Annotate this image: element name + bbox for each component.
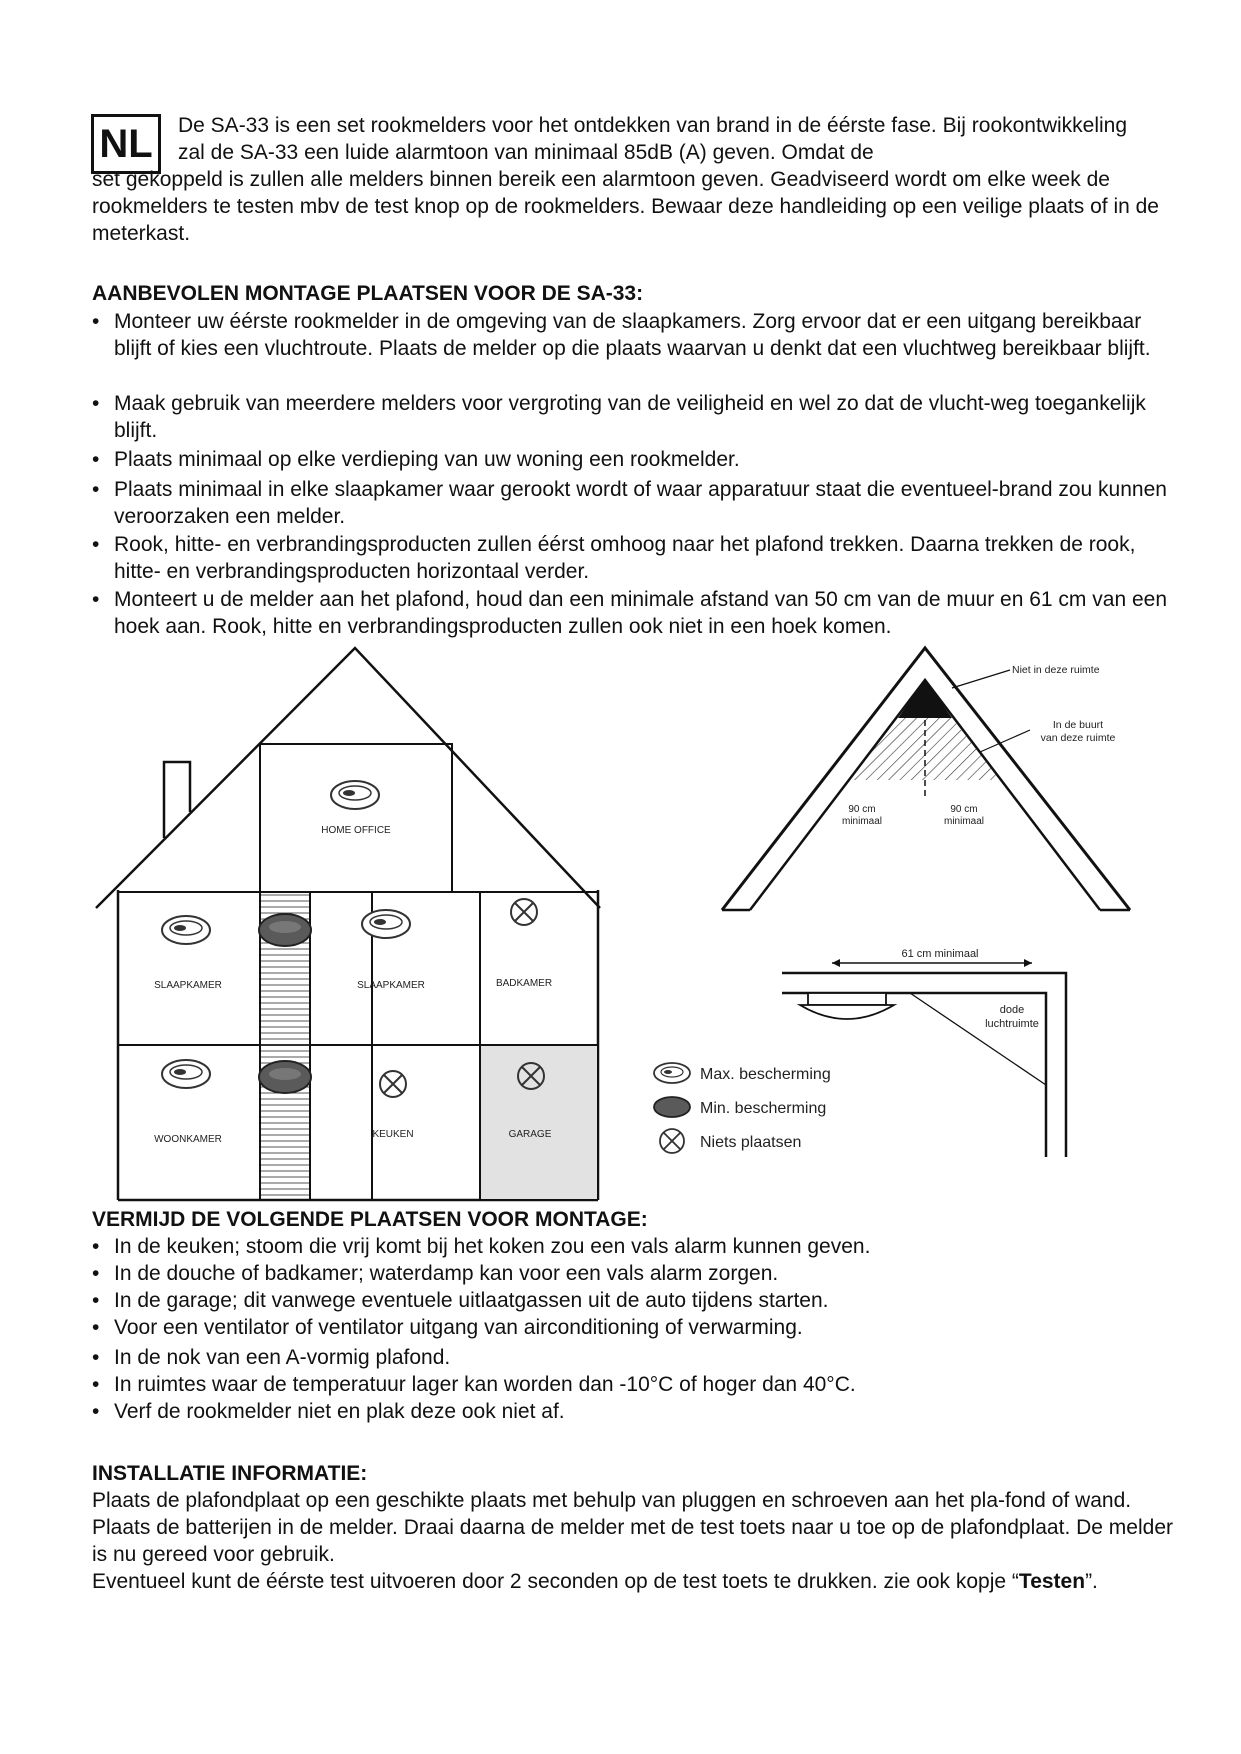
intro-first-lines: De SA-33 is een set rookmelders voor het ontdekken van brand in de éérste fase. Bij rookontwikkeling zal de SA-33 een luide alarmtoon van minimaal 85dB (A) geven. Omdat de <box>178 114 1128 164</box>
install-text <box>92 1487 1177 1595</box>
avoid-item-text: Verf de rookmelder niet en plak deze ook niet af. <box>114 1400 565 1423</box>
room-label: SLAAPKAMER <box>154 980 222 991</box>
right-dim-cm: 90 cm <box>950 804 978 815</box>
dead-air-label-2: luchtruimte <box>985 1018 1039 1030</box>
legend-max-icon <box>654 1063 690 1083</box>
right-dim-min: minimaal <box>943 816 985 827</box>
house-diagram <box>90 640 610 1205</box>
quote-close: ”. <box>1085 1570 1098 1593</box>
ceiling-detector <box>808 993 886 1005</box>
avoid-item-text: Voor een ventilator of ventilator uitgang van airconditioning of verwarming. <box>114 1316 803 1339</box>
avoid-item: • Voor een ventilator of ventilator uitgang van airconditioning of verwarming. <box>92 1314 1177 1341</box>
detector-max-icon <box>162 1060 210 1088</box>
no-detector-icon <box>511 899 537 925</box>
legend <box>650 1055 910 1165</box>
detector-max-icon <box>331 781 379 809</box>
room-label: KEUKEN <box>372 1129 414 1140</box>
attic-room <box>260 744 452 892</box>
room-label: BADKAMER <box>495 978 553 989</box>
legend-min-label: Min. bescherming <box>700 1100 827 1117</box>
avoid-item: • In de douche of badkamer; waterdamp kan voor een vals alarm zorgen. <box>92 1260 1177 1287</box>
mount-item: • Rook, hitte- en verbrandingsproducten zullen éérst omhoog naar het plafond trekken. Daarna trekken de rook, hitte- en verbrandingsproducten horizontaal verder. <box>92 531 1177 585</box>
legend-min-icon <box>654 1097 690 1117</box>
mount-item: • Plaats minimaal op elke verdieping van uw woning een rookmelder. <box>92 446 1177 473</box>
room-label: GARAGE <box>508 1129 552 1140</box>
avoid-item-text: In de garage; dit vanwege eventuele uitlaatgassen uit de auto tijdens starten. <box>114 1289 829 1312</box>
near-label-1: In de buurt <box>1052 719 1104 731</box>
near-label-2: van deze ruimte <box>1040 732 1116 744</box>
avoid-heading: VERMIJD DE VOLGENDE PLAATSEN VOOR MONTAGE: <box>92 1208 648 1231</box>
distance-label: 61 cm minimaal <box>901 948 979 960</box>
avoid-item-text: In de nok van een A-vormig plafond. <box>114 1346 451 1369</box>
room-label: HOME OFFICE <box>321 825 391 836</box>
avoid-item-text: In de douche of badkamer; waterdamp kan voor een vals alarm zorgen. <box>114 1262 779 1285</box>
left-dim-min: minimaal <box>841 816 883 827</box>
dead-air-label-1: dode <box>999 1004 1025 1016</box>
avoid-item: • In de nok van een A-vormig plafond. <box>92 1344 1177 1371</box>
mount-item: • Maak gebruik van meerdere melders voor vergroting van de veiligheid en wel zo dat de vlucht-weg toegankelijk blijft. <box>92 390 1177 444</box>
room-label: SLAAPKAMER <box>357 980 425 991</box>
legend-none-icon <box>660 1129 684 1153</box>
legend-max-label: Max. bescherming <box>700 1066 831 1083</box>
mount-item-text: Monteer uw éérste rookmelder in de omgeving van de slaapkamers. Zorg ervoor dat er een uitgang bereikbaar blijft of kies een vluchtroute. Plaats de melder op die plaats waarvan u denkt dat een vluchtweg bereikbaar blijft. <box>114 310 1151 360</box>
detector-max-icon <box>162 916 210 944</box>
install-heading: INSTALLATIE INFORMATIE: <box>92 1462 368 1485</box>
mounting-heading: AANBEVOLEN MONTAGE PLAATSEN VOOR DE SA-33: <box>92 282 644 305</box>
mount-item-text: Plaats minimaal in elke slaapkamer waar gerookt wordt of waar apparatuur staat die eventueel-brand zou kunnen veroorzaken een melder. <box>114 478 1167 528</box>
detector-min-icon <box>259 1061 311 1093</box>
mount-item: • Monteert u de melder aan het plafond, houd dan een minimale afstand van 50 cm van de muur en 61 cm van een hoek aan. Rook, hitte en verbrandingsproducten zullen ook niet in een hoek komen. <box>92 586 1177 640</box>
avoid-item: • In de keuken; stoom die vrij komt bij het koken zou een vals alarm kunnen geven. <box>92 1233 1177 1260</box>
house-roof <box>96 648 600 908</box>
mount-item: • Monteer uw éérste rookmelder in de omgeving van de slaapkamers. Zorg ervoor dat er een uitgang bereikbaar blijft of kies een vluchtroute. Plaats de melder op die plaats waarvan u denkt dat een vluchtweg bereikbaar blijft. <box>92 308 1177 362</box>
avoid-item-text: In de keuken; stoom die vrij komt bij het koken zou een vals alarm kunnen geven. <box>114 1235 871 1258</box>
detector-max-icon <box>362 910 410 938</box>
mount-item: • Plaats minimaal in elke slaapkamer waar gerookt wordt of waar apparatuur staat die eventueel-brand zou kunnen veroorzaken een melder. <box>92 476 1177 530</box>
legend-none-label: Niets plaatsen <box>700 1134 802 1151</box>
install-para-1: Plaats de plafondplaat op een geschikte plaats met behulp van pluggen en schroeven aan het pla-fond of wand. Plaats de batterijen in de melder. Draai daarna de melder met de test toets naar u toe op de plafondplaat. De melder is nu gereed voor gebruik. <box>92 1489 1173 1566</box>
left-dim-cm: 90 cm <box>848 804 876 815</box>
mount-item-text: Plaats minimaal op elke verdieping van uw woning een rookmelder. <box>114 448 740 471</box>
room-label: WOONKAMER <box>154 1134 222 1145</box>
avoid-item-text: In ruimtes waar de temperatuur lager kan worden dan -10°C of hoger dan 40°C. <box>114 1373 856 1396</box>
intro-rest: set gekoppeld is zullen alle melders binnen bereik een alarmtoon geven. Geadviseerd wordt om elke week de rookmelders te testen mbv de test knop op de rookmelders. Bewaar deze handleiding op een veilige plaats of in de meterkast. <box>92 168 1159 245</box>
avoid-item: • In de garage; dit vanwege eventuele uitlaatgassen uit de auto tijdens starten. <box>92 1287 1177 1314</box>
mount-item-text: Maak gebruik van meerdere melders voor vergroting van de veiligheid en wel zo dat de vlucht-weg toegankelijk blijft. <box>114 392 1146 442</box>
mount-item-text: Monteert u de melder aan het plafond, houd dan een minimale afstand van 50 cm van de muur en 61 cm van een hoek aan. Rook, hitte en verbrandingsproducten zullen ook niet in een hoek komen. <box>114 588 1167 638</box>
install-para-2: Eventueel kunt de éérste test uitvoeren door 2 seconden op de test toets te drukken. zie ook kopje <box>92 1570 1012 1593</box>
mount-item-text: Rook, hitte- en verbrandingsproducten zullen éérst omhoog naar het plafond trekken. Daarna trekken de rook, hitte- en verbrandingsproducten horizontaal verder. <box>114 533 1136 583</box>
testen-link-text: Testen <box>1018 1570 1086 1593</box>
quote-open: “ <box>1011 1570 1019 1593</box>
no-detector-icon <box>380 1071 406 1097</box>
avoid-item: • In ruimtes waar de temperatuur lager kan worden dan -10°C of hoger dan 40°C. <box>92 1371 1177 1398</box>
not-here-label: Niet in deze ruimte <box>1012 664 1100 676</box>
language-badge: NL <box>91 114 161 174</box>
roof-diagram <box>700 640 1220 940</box>
avoid-item: • Verf de rookmelder niet en plak deze ook niet af. <box>92 1398 1177 1425</box>
detector-min-icon <box>259 914 311 946</box>
